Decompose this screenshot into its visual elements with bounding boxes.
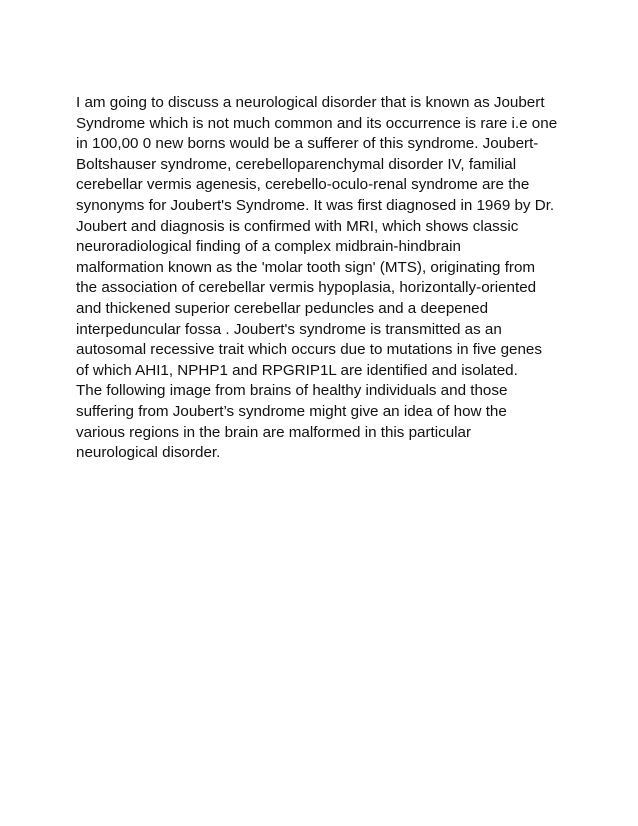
text-line: The following image from brains of healthy individuals and those: [76, 382, 508, 400]
text-line: in 100,00 0 new borns would be a sufferer of this syndrome. Joubert-: [76, 135, 539, 153]
text-line: malformation known as the 'molar tooth sign' (MTS), originating from: [76, 258, 536, 276]
text-line: suffering from Joubert’s syndrome might give an idea of how the: [76, 402, 507, 420]
text-line: I am going to discuss a neurological disorder that is known as Joubert: [76, 94, 545, 111]
text-line: neuroradiological finding of a complex midbrain-hindbrain: [76, 238, 461, 256]
text-line: Syndrome which is not much common and its occurrence is rare i.e one: [76, 114, 558, 132]
body-paragraph: [76, 93, 576, 464]
text-line: Joubert and diagnosis is confirmed with MRI, which shows classic: [76, 217, 519, 235]
text-line: Boltshauser syndrome, cerebelloparenchymal disorder IV, familial: [76, 155, 517, 173]
text-line: of which AHI1, NPHP1 and RPGRIP1L are identified and isolated.: [76, 361, 518, 379]
text-line: the association of cerebellar vermis hypoplasia, horizontally-oriented: [76, 279, 537, 297]
text-line: various regions in the brain are malformed in this particular: [76, 423, 472, 441]
text-line: and thickened superior cerebellar peduncles and a deepened: [76, 299, 489, 317]
text-line: cerebellar vermis agenesis, cerebello-oculo-renal syndrome are the: [76, 176, 530, 194]
text-line: autosomal recessive trait which occurs due to mutations in five genes: [76, 341, 542, 359]
text-line: interpeduncular fossa . Joubert's syndrome is transmitted as an: [76, 320, 502, 338]
text-line: neurological disorder.: [76, 444, 221, 462]
text-line: synonyms for Joubert's Syndrome. It was first diagnosed in 1969 by Dr.: [76, 196, 555, 214]
